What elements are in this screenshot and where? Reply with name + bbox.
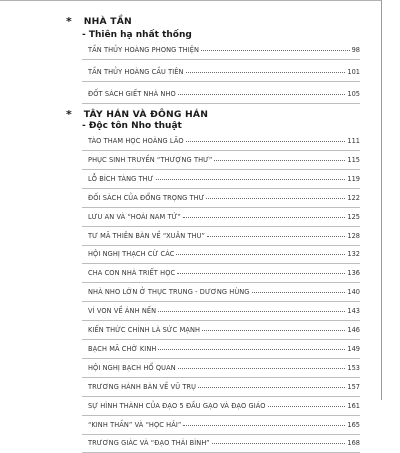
toc-entry-title: VÍ VON VỀ ÁNH NẾN [88, 307, 157, 316]
toc-entry[interactable] [82, 131, 360, 151]
dot-leader [183, 217, 345, 218]
section-subtitle: - Độc tôn Nho thuật [82, 121, 182, 131]
toc-entry-page: 168 [347, 439, 360, 448]
toc-entry-page: 125 [347, 212, 360, 221]
toc-entry-page: 98 [351, 46, 360, 54]
toc-entry-title: ĐỐI SÁCH CỦA ĐỔNG TRỌNG THƯ [88, 193, 205, 202]
toc-entry[interactable] [82, 301, 360, 321]
toc-entry-page: 146 [347, 326, 360, 334]
toc-entry-page: 122 [347, 193, 360, 202]
dot-leader [176, 254, 345, 255]
dot-leader [252, 292, 345, 293]
toc-entry-page: 165 [347, 420, 360, 429]
toc-entry-title: ĐỐT SÁCH GIẾT NHÀ NHO [88, 89, 176, 98]
dot-leader [268, 406, 345, 407]
toc-entry[interactable] [82, 263, 360, 283]
dot-leader [177, 273, 345, 274]
toc-entry[interactable] [82, 396, 360, 416]
toc-entry-page: 140 [347, 288, 360, 297]
toc-entry-title: LƯU AN VÀ “HOÀI NAM TỬ” [88, 212, 181, 221]
toc-entry[interactable] [82, 150, 360, 170]
toc-entry-title: BẠCH MÃ CHỜ KINH [88, 344, 157, 353]
dot-leader [178, 368, 345, 369]
dot-leader [202, 330, 345, 331]
dot-leader [178, 94, 345, 95]
section-title: TÂY HÁN VÀ ĐÔNG HÁN [83, 108, 209, 120]
section-subtitle: - Thiên hạ nhất thống [82, 30, 192, 40]
toc-entry-title: TẦN THỦY HOÀNG PHONG THIỆN [88, 46, 200, 54]
toc-entry-title: HỘI NGHỊ THẠCH CỪ CÁC [88, 250, 175, 259]
toc-entry-page: 119 [347, 174, 360, 183]
toc-entry-page: 143 [347, 307, 360, 316]
toc-entry-page: 111 [347, 137, 360, 145]
dot-leader [158, 311, 345, 312]
dot-leader [186, 72, 345, 73]
toc-entry[interactable] [82, 169, 360, 189]
toc-entry[interactable] [82, 40, 360, 60]
toc-entry-page: 115 [347, 155, 360, 164]
dot-leader [207, 236, 345, 237]
section-header [66, 107, 208, 121]
toc-entry-page: 157 [347, 382, 360, 391]
dot-leader [214, 160, 345, 161]
toc-entry-page: 105 [347, 89, 360, 98]
toc-entry[interactable] [82, 415, 360, 435]
toc-entry-title: TRƯƠNG GIÁC VÀ “ĐẠO THÁI BÌNH” [88, 439, 210, 448]
toc-entry-title: SỰ HÌNH THÀNH CỦA ĐẠO 5 ĐẤU GẠO VÀ ĐẠO GIÁO [88, 401, 266, 410]
toc-entry[interactable] [82, 62, 360, 82]
toc-entry-title: “KINH THẦN” VÀ “HỌC HẢI” [88, 420, 182, 429]
toc-entry-title: TRƯƠNG HÀNH BÀN VỀ VŨ TRỤ [88, 382, 197, 391]
toc-entry-page: 132 [347, 250, 360, 259]
toc-entry[interactable] [82, 244, 360, 264]
toc-entry[interactable] [82, 84, 360, 104]
toc-entry-page: 153 [347, 363, 360, 372]
toc-entry-page: 101 [347, 67, 360, 76]
toc-entry-title: PHỤC SINH TRUYỀN “THƯỢNG THƯ” [88, 155, 213, 164]
toc-entry[interactable] [82, 377, 360, 397]
toc-entry-page: 161 [347, 401, 360, 410]
dot-leader [206, 198, 345, 199]
dot-leader [183, 425, 345, 426]
toc-entry[interactable] [82, 188, 360, 208]
toc-entry-title: TƯ MÃ THIÊN BÀN VỀ “XUÂN THU” [88, 231, 206, 240]
toc-entry-title: HỘI NGHỊ BẠCH HỔ QUAN [88, 363, 176, 372]
toc-entry-page: 128 [347, 231, 360, 240]
toc-entry[interactable] [82, 207, 360, 227]
toc-entry-title: LỖ BÍCH TÀNG THƯ [88, 174, 154, 183]
dot-leader [212, 443, 345, 444]
dot-leader [158, 349, 345, 350]
section-title: NHÀ TẦN [83, 15, 132, 27]
dot-leader [156, 179, 345, 180]
section-bullet: * [66, 14, 72, 28]
toc-entry-page: 136 [347, 269, 360, 278]
toc-entry-title: CHA CON NHÀ TRIẾT HỌC [88, 269, 176, 278]
dot-leader [201, 50, 350, 51]
toc-entry[interactable] [82, 339, 360, 359]
dot-leader [186, 141, 345, 142]
toc-entry[interactable] [82, 282, 360, 302]
toc-entry[interactable] [82, 226, 360, 246]
toc-entry-page: 149 [347, 344, 360, 353]
toc-entry[interactable] [82, 358, 360, 378]
toc-entry[interactable] [82, 320, 360, 340]
section-bullet: * [66, 107, 72, 121]
toc-entry[interactable] [82, 433, 360, 453]
section-header [66, 14, 132, 28]
dot-leader [198, 387, 345, 388]
toc-entry-title: KIẾN THỨC CHÍNH LÀ SỨC MẠNH [88, 326, 201, 334]
toc-entry-title: TÀO THAM HỌC HOÀNG LÃO [88, 137, 184, 145]
toc-entry-title: NHÀ NHO LỚN Ở THỤC TRUNG - DƯƠNG HÙNG [88, 288, 250, 297]
toc-entry-title: TẦN THỦY HOÀNG CẦU TIÊN [88, 67, 184, 76]
